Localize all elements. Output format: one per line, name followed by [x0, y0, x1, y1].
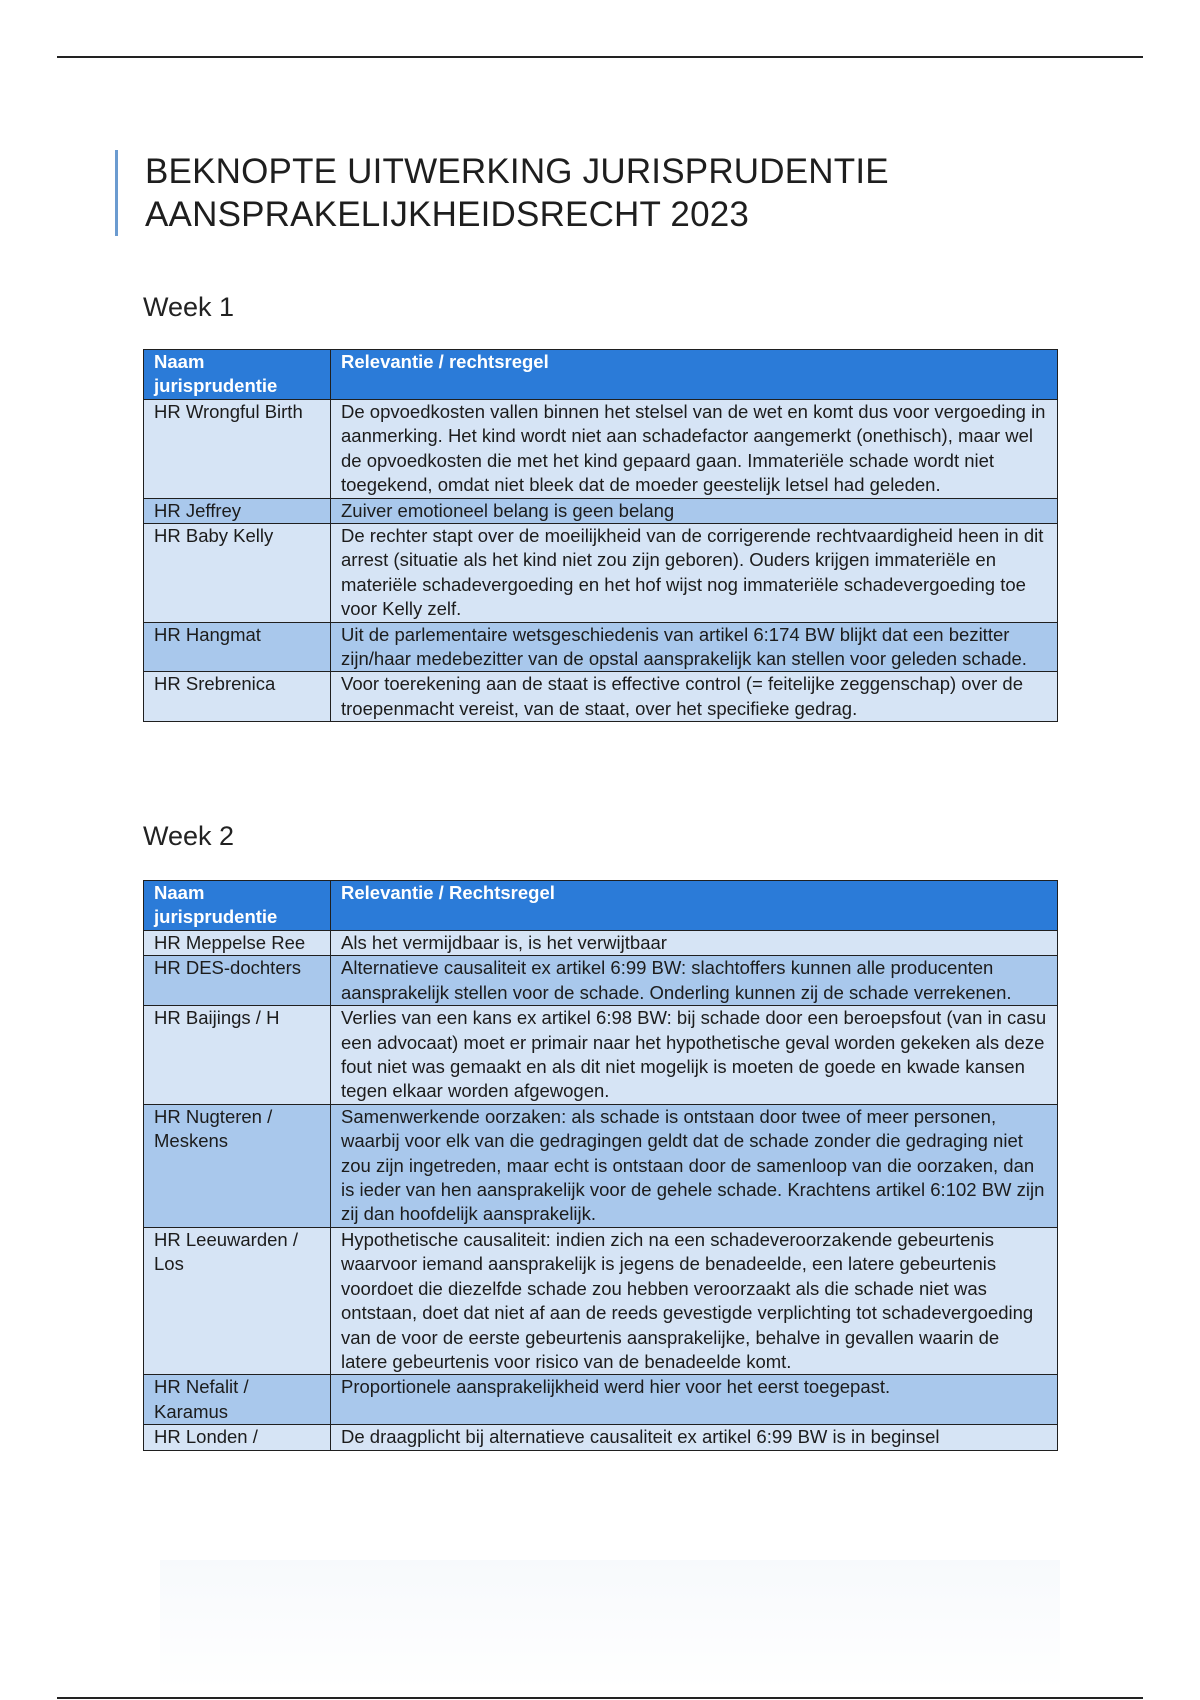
case-rule: Samenwerkende oorzaken: als schade is ontstaan door twee of meer personen, waarbij voor elk van die gedragingen geldt dat de schade zonder die gedraging niet zou zijn ingetreden, maar echt is ontstaan door de samenloop van die oorzaken, dan is ieder van hen aansprakelijk voor de gehele schade. Krachtens artikel 6:102 BW zijn zij dan hoofdelijk aansprakelijk.: [331, 1104, 1058, 1227]
title-block: [115, 150, 1145, 236]
header-rule: Relevantie / rechtsregel: [331, 350, 1058, 400]
case-name: HR Nugteren / Meskens: [144, 1104, 331, 1227]
week1-table: [143, 349, 1058, 722]
case-name: HR Londen /: [144, 1425, 331, 1450]
week2-table: [143, 880, 1058, 1451]
case-rule: De draagplicht bij alternatieve causaliteit ex artikel 6:99 BW is in beginsel: [331, 1425, 1058, 1450]
case-rule: Als het vermijdbaar is, is het verwijtbaar: [331, 931, 1058, 956]
table-row: [144, 956, 1058, 1006]
bottom-rule: [57, 1697, 1143, 1699]
case-name: HR DES-dochters: [144, 956, 331, 1006]
case-rule: Zuiver emotioneel belang is geen belang: [331, 498, 1058, 523]
case-name: HR Wrongful Birth: [144, 400, 331, 499]
case-name: HR Baby Kelly: [144, 524, 331, 623]
page-fade: [160, 1560, 1060, 1690]
title-line-2: AANSPRAKELIJKHEIDSRECHT 2023: [145, 195, 750, 234]
table-row: [144, 524, 1058, 623]
top-rule: [57, 56, 1143, 58]
table-row: [144, 400, 1058, 499]
case-rule: De opvoedkosten vallen binnen het stelsel van de wet en komt dus voor vergoeding in aanmerking. Het kind wordt niet aan schadefactor aangemerkt (onethisch), maar wel de opvoedkosten die met het kind gepaard gaan. Immateriële schade wordt niet toegekend, omdat niet bleek dat de moeder geestelijk letsel had geleden.: [331, 400, 1058, 499]
case-rule: Voor toerekening aan de staat is effective control (= feitelijke zeggenschap) over de troepenmacht vereist, van de staat, over het specifieke gedrag.: [331, 672, 1058, 722]
table-row: [144, 1425, 1058, 1450]
case-name: HR Nefalit / Karamus: [144, 1375, 331, 1425]
case-rule: Hypothetische causaliteit: indien zich na een schadeveroorzakende gebeurtenis waarvoor iemand aansprakelijk is jegens de benadeelde, een latere gebeurtenis voordoet die diezelfde schade zou hebben veroorzaakt als die schade niet was ontstaan, doet dat niet af aan de reeds gevestigde verplichting tot schadevergoeding van de voor de eerste gebeurtenis aansprakelijke, behalve in gevallen waarin de latere gebeurtenis voor risico van de benadeelde komt.: [331, 1227, 1058, 1374]
table-header-row: [144, 350, 1058, 400]
case-rule: De rechter stapt over de moeilijkheid van de corrigerende rechtvaardigheid heen in dit arrest (situatie als het kind niet zou zijn geboren). Ouders krijgen immateriële en materiële schadevergoeding en het hof wijst nog immateriële schadevergoeding toe voor Kelly zelf.: [331, 524, 1058, 623]
document-title: [145, 150, 1145, 236]
case-rule: Proportionele aansprakelijkheid werd hier voor het eerst toegepast.: [331, 1375, 1058, 1425]
case-name: HR Meppelse Ree: [144, 931, 331, 956]
table-row: [144, 622, 1058, 672]
case-rule: Uit de parlementaire wetsgeschiedenis van artikel 6:174 BW blijkt dat een bezitter zijn/haar medebezitter van de opstal aansprakelijk kan stellen voor geleden schade.: [331, 622, 1058, 672]
table-header-row: [144, 881, 1058, 931]
table-row: [144, 1104, 1058, 1227]
table-row: [144, 672, 1058, 722]
case-name: HR Baijings / H: [144, 1006, 331, 1105]
case-name: HR Srebrenica: [144, 672, 331, 722]
table-row: [144, 1006, 1058, 1105]
header-name: Naam jurisprudentie: [144, 881, 331, 931]
week2-heading: Week 2: [143, 821, 235, 851]
table-row: [144, 498, 1058, 523]
case-name: HR Leeuwarden / Los: [144, 1227, 331, 1374]
header-rule: Relevantie / Rechtsregel: [331, 881, 1058, 931]
case-rule: Verlies van een kans ex artikel 6:98 BW: bij schade door een beroepsfout (van in casu een advocaat) moet er primair naar het hypothetische geval worden gekeken als deze fout niet was gemaakt en als dit niet mogelijk is moeten de goede en kwade kansen tegen elkaar worden afgewogen.: [331, 1006, 1058, 1105]
header-name: Naam jurisprudentie: [144, 350, 331, 400]
case-rule: Alternatieve causaliteit ex artikel 6:99 BW: slachtoffers kunnen alle producenten aansprakelijk stellen voor de schade. Onderling kunnen zij de schade verrekenen.: [331, 956, 1058, 1006]
title-line-1: BEKNOPTE UITWERKING JURISPRUDENTIE: [145, 152, 889, 191]
case-name: HR Hangmat: [144, 622, 331, 672]
week1-heading: Week 1: [143, 292, 235, 322]
table-row: [144, 931, 1058, 956]
case-name: HR Jeffrey: [144, 498, 331, 523]
table-row: [144, 1375, 1058, 1425]
table-row: [144, 1227, 1058, 1374]
